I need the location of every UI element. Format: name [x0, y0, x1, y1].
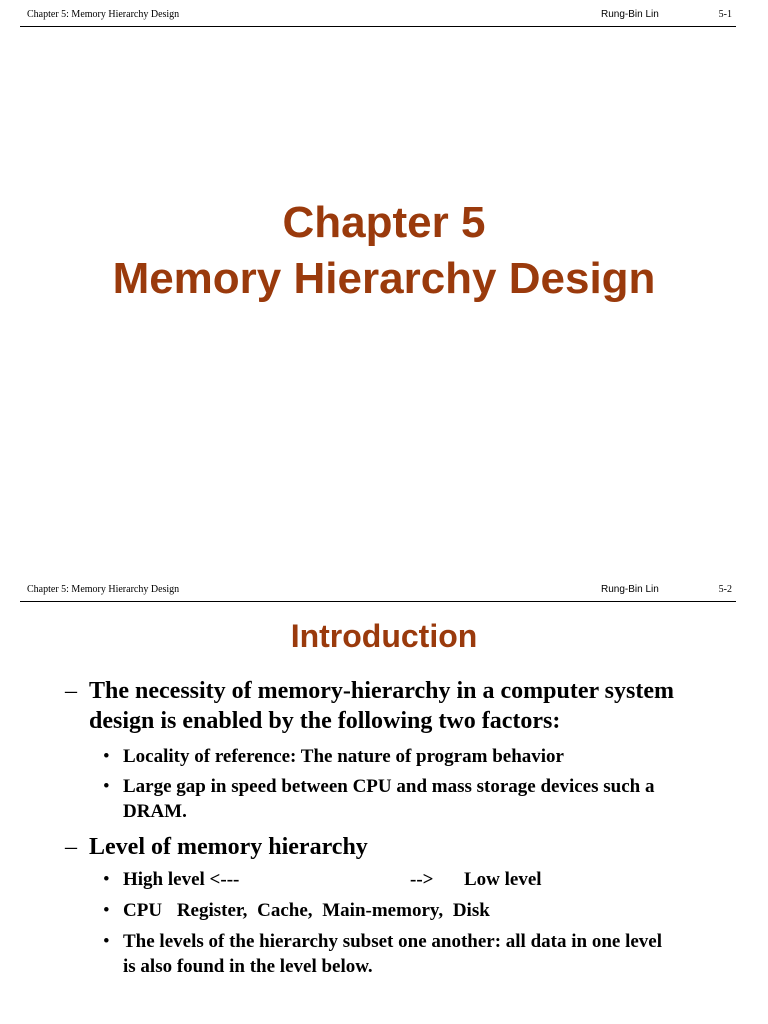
- slide-header: [20, 4, 736, 27]
- sub-point-text-line: The levels of the hierarchy subset one another: all data in one level: [123, 931, 663, 952]
- level-cpu: CPU: [123, 900, 163, 921]
- sub-point-text-line: Locality of reference: The nature of program behavior: [123, 746, 564, 767]
- header-author: Rung-Bin Lin: [601, 9, 659, 20]
- point-text-line: design is enabled by the following two factors:: [89, 708, 561, 734]
- level-main-memory: Main-memory,: [322, 900, 444, 921]
- chapter-title: Chapter 5: [282, 198, 486, 247]
- bullet-marker: •: [103, 931, 110, 952]
- bullet-marker: •: [103, 900, 110, 921]
- header-author: Rung-Bin Lin: [601, 584, 659, 595]
- dash-marker: –: [65, 834, 77, 860]
- chapter-subtitle: Memory Hierarchy Design: [112, 254, 656, 303]
- slide-header: [20, 579, 736, 602]
- header-page-number: 5-2: [718, 584, 732, 595]
- sub-point-text-line: Large gap in speed between CPU and mass storage devices such a: [123, 776, 655, 797]
- arrow-text: -->: [410, 869, 434, 890]
- point-text-line: Level of memory hierarchy: [89, 834, 368, 860]
- slide-title: Introduction: [290, 618, 478, 654]
- slide-2: [0, 574, 768, 1024]
- bullet-marker: •: [103, 776, 110, 797]
- header-page-number: 5-1: [718, 9, 732, 20]
- level-disk: Disk: [452, 900, 490, 921]
- header-chapter: Chapter 5: Memory Hierarchy Design: [27, 9, 180, 20]
- point-memory-hierarchy-necessity: [65, 676, 739, 736]
- level-register: Register,: [176, 900, 248, 921]
- sub-point-text-line: DRAM.: [123, 801, 187, 822]
- bullet-marker: •: [103, 746, 110, 767]
- bullet-marker: •: [103, 869, 110, 890]
- dash-marker: –: [65, 678, 77, 704]
- point-text-line: The necessity of memory-hierarchy in a computer system: [89, 678, 674, 704]
- sub-point-high-low-level: [103, 867, 733, 892]
- header-chapter: Chapter 5: Memory Hierarchy Design: [27, 584, 180, 595]
- sub-point-subset-property: [103, 929, 733, 979]
- sub-point-locality: [103, 744, 733, 769]
- point-level-of-hierarchy: [65, 832, 739, 862]
- sub-point-text-line: is also found in the level below.: [123, 956, 373, 977]
- level-cache: Cache,: [257, 900, 313, 921]
- sub-point-speed-gap: [103, 774, 733, 824]
- sub-point-levels-list: [103, 898, 733, 923]
- high-level-text: High level <---: [123, 869, 240, 890]
- low-level-text: Low level: [464, 869, 542, 890]
